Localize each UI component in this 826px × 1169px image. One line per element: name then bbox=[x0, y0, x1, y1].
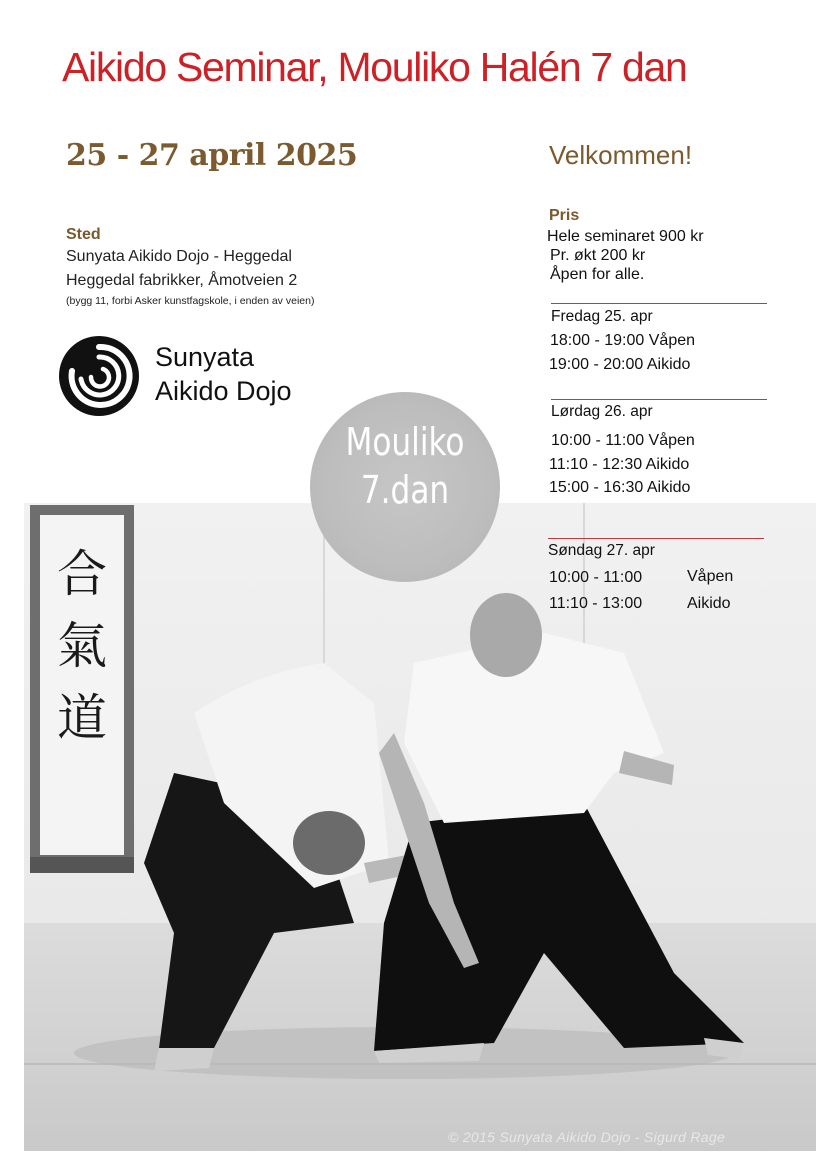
schedule-row: 11:10 - 12:30 Aikido bbox=[549, 456, 690, 473]
venue-label: Sted bbox=[66, 226, 101, 243]
poster-title: Aikido Seminar, Mouliko Halén 7 dan bbox=[62, 44, 687, 90]
seminar-dates: 25 - 27 april 2025 bbox=[66, 138, 358, 173]
venue-directions: (bygg 11, forbi Asker kunstfagskole, i enden av veien) bbox=[66, 295, 315, 307]
spiral-icon bbox=[58, 335, 140, 417]
schedule-day-friday: Fredag 25. apr bbox=[551, 308, 653, 325]
badge-name: Mouliko bbox=[345, 420, 465, 464]
price-open-for-all: Åpen for alle. bbox=[550, 266, 645, 283]
welcome-text: Velkommen! bbox=[549, 140, 693, 170]
price-label: Pris bbox=[549, 207, 580, 224]
logo-text-line2: Aikido Dojo bbox=[155, 376, 292, 406]
scroll-char: 氣 bbox=[57, 617, 107, 675]
price-full-seminar: Hele seminaret 900 kr bbox=[547, 228, 704, 245]
divider bbox=[551, 399, 767, 400]
photo-credit: © 2015 Sunyata Aikido Dojo - Sigurd Rage bbox=[448, 1129, 726, 1145]
schedule-time: 10:00 - 11:00 bbox=[549, 569, 643, 586]
schedule-activity: Våpen bbox=[687, 568, 734, 585]
schedule-day-sunday: Søndag 27. apr bbox=[548, 542, 655, 559]
venue-name: Sunyata Aikido Dojo - Heggedal bbox=[66, 248, 292, 265]
scroll-char: 合 bbox=[57, 545, 107, 603]
venue-address: Heggedal fabrikker, Åmotveien 2 bbox=[66, 272, 298, 289]
schedule-activity: Aikido bbox=[687, 595, 731, 612]
schedule-row: 19:00 - 20:00 Aikido bbox=[549, 356, 691, 373]
schedule-row: 15:00 - 16:30 Aikido bbox=[549, 479, 691, 496]
price-per-session: Pr. økt 200 kr bbox=[550, 247, 646, 264]
divider bbox=[551, 303, 767, 304]
divider bbox=[548, 538, 764, 539]
schedule-day-saturday: Lørdag 26. apr bbox=[551, 403, 653, 420]
schedule-time: 11:10 - 13:00 bbox=[549, 595, 643, 612]
scroll-char: 道 bbox=[57, 689, 107, 747]
schedule-row: 10:00 - 11:00 Våpen bbox=[551, 432, 695, 449]
schedule-row: 18:00 - 19:00 Våpen bbox=[550, 332, 696, 349]
badge-rank: 7.dan bbox=[360, 468, 450, 512]
logo-text-line1: Sunyata bbox=[155, 342, 255, 372]
